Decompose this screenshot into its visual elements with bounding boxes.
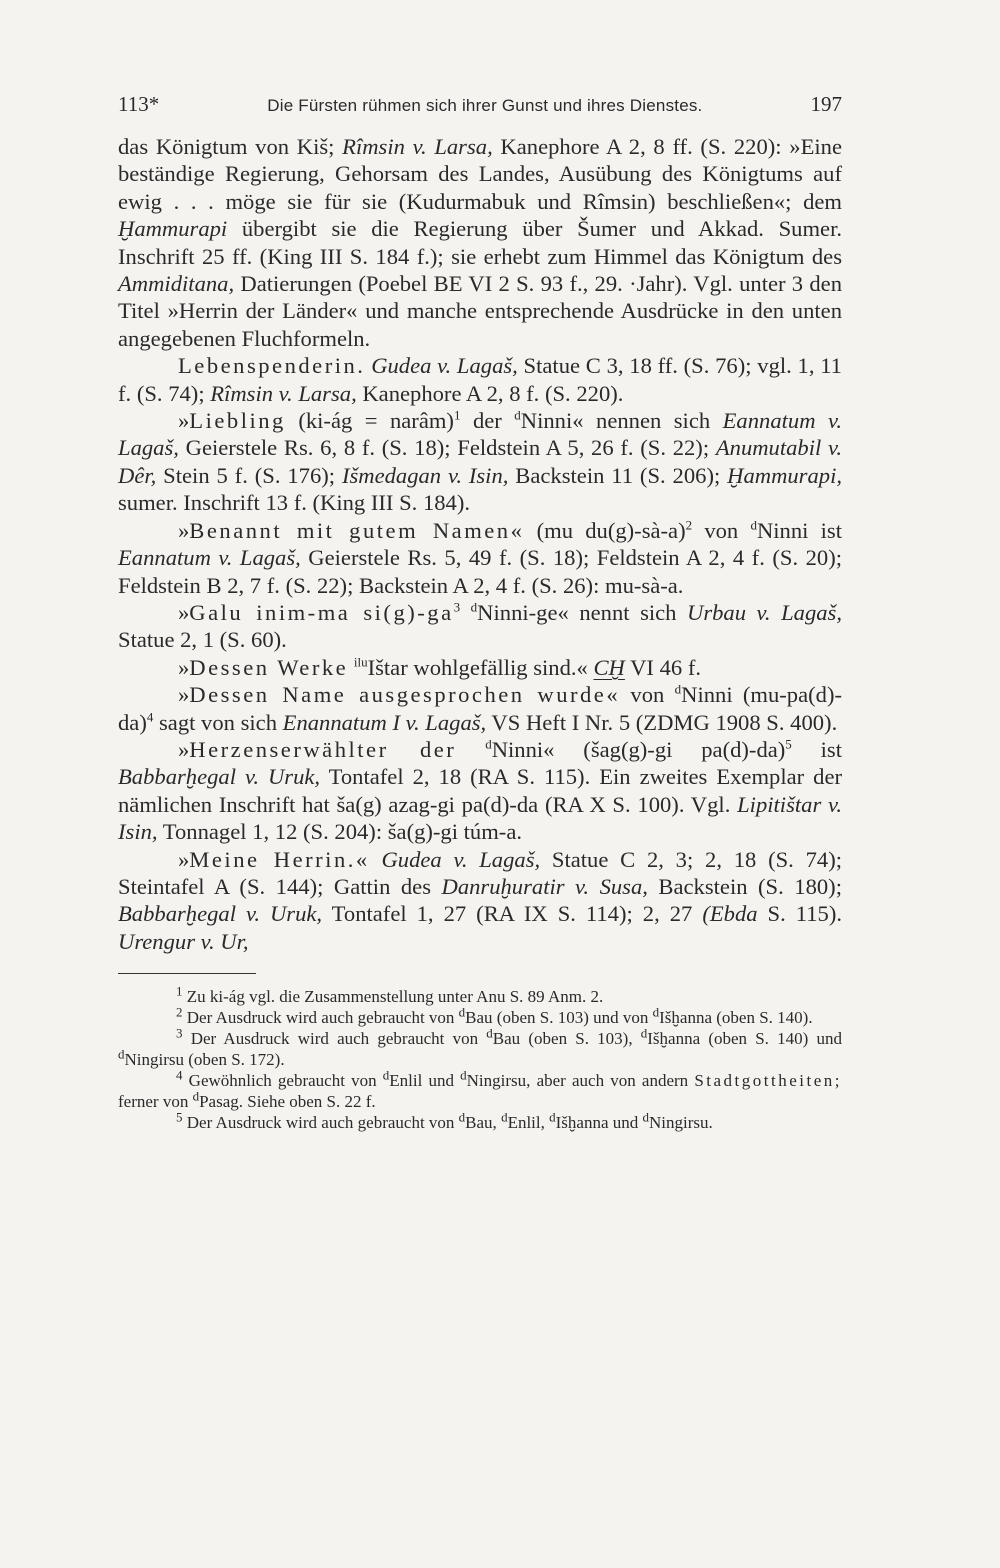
footnote-1: $^1$ Zu ki-ág vgl. die Zusammenstellung unter Anu S. 89 Anm. 2. — [176, 983, 604, 1007]
footnote-3: $^3$ Der Ausdruck wird auch gebraucht von $^d$Bau (oben S. 103), $^d$Išḫanna (oben S. 140) und $^d$Ningirsu (oben S. 172). — [118, 1025, 842, 1070]
running-header — [118, 92, 842, 117]
paragraph-4: »Benannt mit gutem Namen« (mu du(g)-sà-a)$^2$ von $^d$Ninni ist Eannatum v. Lagaš, Geierstele Rs. 5, 49 f. (S. 18); Feldstein A 2, 4 f. (S. 20); Feldstein B 2, 7 f. (S. 22); Backstein A 2, 4 f. (S. 26): mu-sà-a. — [118, 517, 842, 598]
paragraph-5: »Galu inim-ma $si(g)-ga^3$ $^d$Ninni-ge« nennt sich Urbau v. Lagaš, Statue 2, 1 (S. 60). — [118, 599, 842, 653]
paragraph-6: »Dessen Werke $^{ilu}$Ištar wohlgefällig sind.« CḪ VI 46 f. — [178, 654, 702, 680]
footnote-2: $^2$ Der Ausdruck wird auch gebraucht von $^d$Bau (oben S. 103) und von $^d$Išḫanna (oben S. 140). — [176, 1004, 813, 1028]
footnote-divider — [118, 973, 256, 974]
paragraph-9: »Meine Herrin.« Gudea v. Lagaš, Statue C 2, 3; 2, 18 (S. 74); Steintafel A (S. 144); Gattin des Danruḫuratir v. Susa, Backstein (S. 180); Babbarḫegal v. Uruk, Tontafel 1, 27 (RA IX S. 114); 2, 27 (Ebda S. 115). Urengur v. Ur, — [118, 846, 842, 954]
paragraph-8: »Herzenserwählter der $^d$Ninni« (šag(g)-gi pa(d)-da)$^5$ ist Babbarḫegal v. Uruk, Tontafel 2, 18 (RA S. 115). Ein zweites Exemplar der nämlichen Inschrift hat ša(g) azag-gi pa(d)-da (RA X S. 100). Vgl. Lipitištar v. Isin, Tonnagel 1, 12 (S. 204): ša(g)-gi túm-a. — [118, 736, 843, 845]
running-title: Die Fürsten rühmen sich ihrer Gunst und ihres Dienstes. — [267, 96, 703, 115]
book-page — [118, 92, 842, 1133]
footnote-5: $^5$ Der Ausdruck wird auch gebraucht von $^d$Bau, $^d$Enlil, $^d$Išḫanna und $^d$Ningirsu. — [176, 1109, 713, 1133]
page-marker-left: 113* — [118, 92, 160, 116]
page-number: 197 — [810, 92, 842, 116]
paragraph-1: das Königtum von Kiš; Rîmsin v. Larsa, Kanephore A 2, 8 ff. (S. 220): »Eine beständige Regierung, Gehorsam des Landes, Ausübung des Königtums auf ewig . . . möge sie für sie (Kudurmabuk und Rîmsin) beschließen«; dem Ḫammurapi übergibt sie die Regierung über Šumer und Akkad. Sumer. Inschrift 25 ff. (King III S. 184 f.); sie erhebt zum Himmel das Königtum des Ammiditana, Datierungen (Poebel BE VI 2 S. 93 f., 29. ·Jahr). Vgl. unter 3 den Titel »Herrin der Länder« und manche entsprechende Ausdrücke in den unten angegebenen Fluchformeln. — [118, 134, 842, 351]
paragraph-2: Lebenspenderin. Gudea v. Lagaš, Statue C 3, 18 ff. (S. 76); vgl. 1, 11 f. (S. 74); Rîmsin v. Larsa, Kanephore A 2, 8 f. (S. 220). — [118, 353, 842, 406]
body-text — [118, 133, 842, 955]
footnote-4: $^4$ Gewöhnlich gebraucht von $^d$Enlil und $^d$Ningirsu, aber auch von andern Stadtgottheiten; ferner von $^d$Pasag. Siehe oben S. 22 f. — [118, 1067, 842, 1112]
paragraph-3: »Liebling (ki-ág = narâm)$^1$ der $^d$Ninni« nennen sich Eannatum v. Lagaš, Geierstele Rs. 6, 8 f. (S. 18); Feldstein A 5, 26 f. (S. 22); Anumutabil v. Dêr, Stein 5 f. (S. 176); Išmedagan v. Isin, Backstein 11 (S. 206); Ḫammurapi, sumer. Inschrift 13 f. (King III S. 184). — [118, 407, 842, 516]
footnotes — [118, 983, 842, 1133]
paragraph-7: »Dessen Name ausgesprochen wurde« von $^d$Ninni $(mu-pa(d)-da)^4$ sagt von sich Enannatum I v. Lagaš, VS Heft I Nr. 5 (ZDMG 1908 S. 400). — [118, 681, 842, 735]
